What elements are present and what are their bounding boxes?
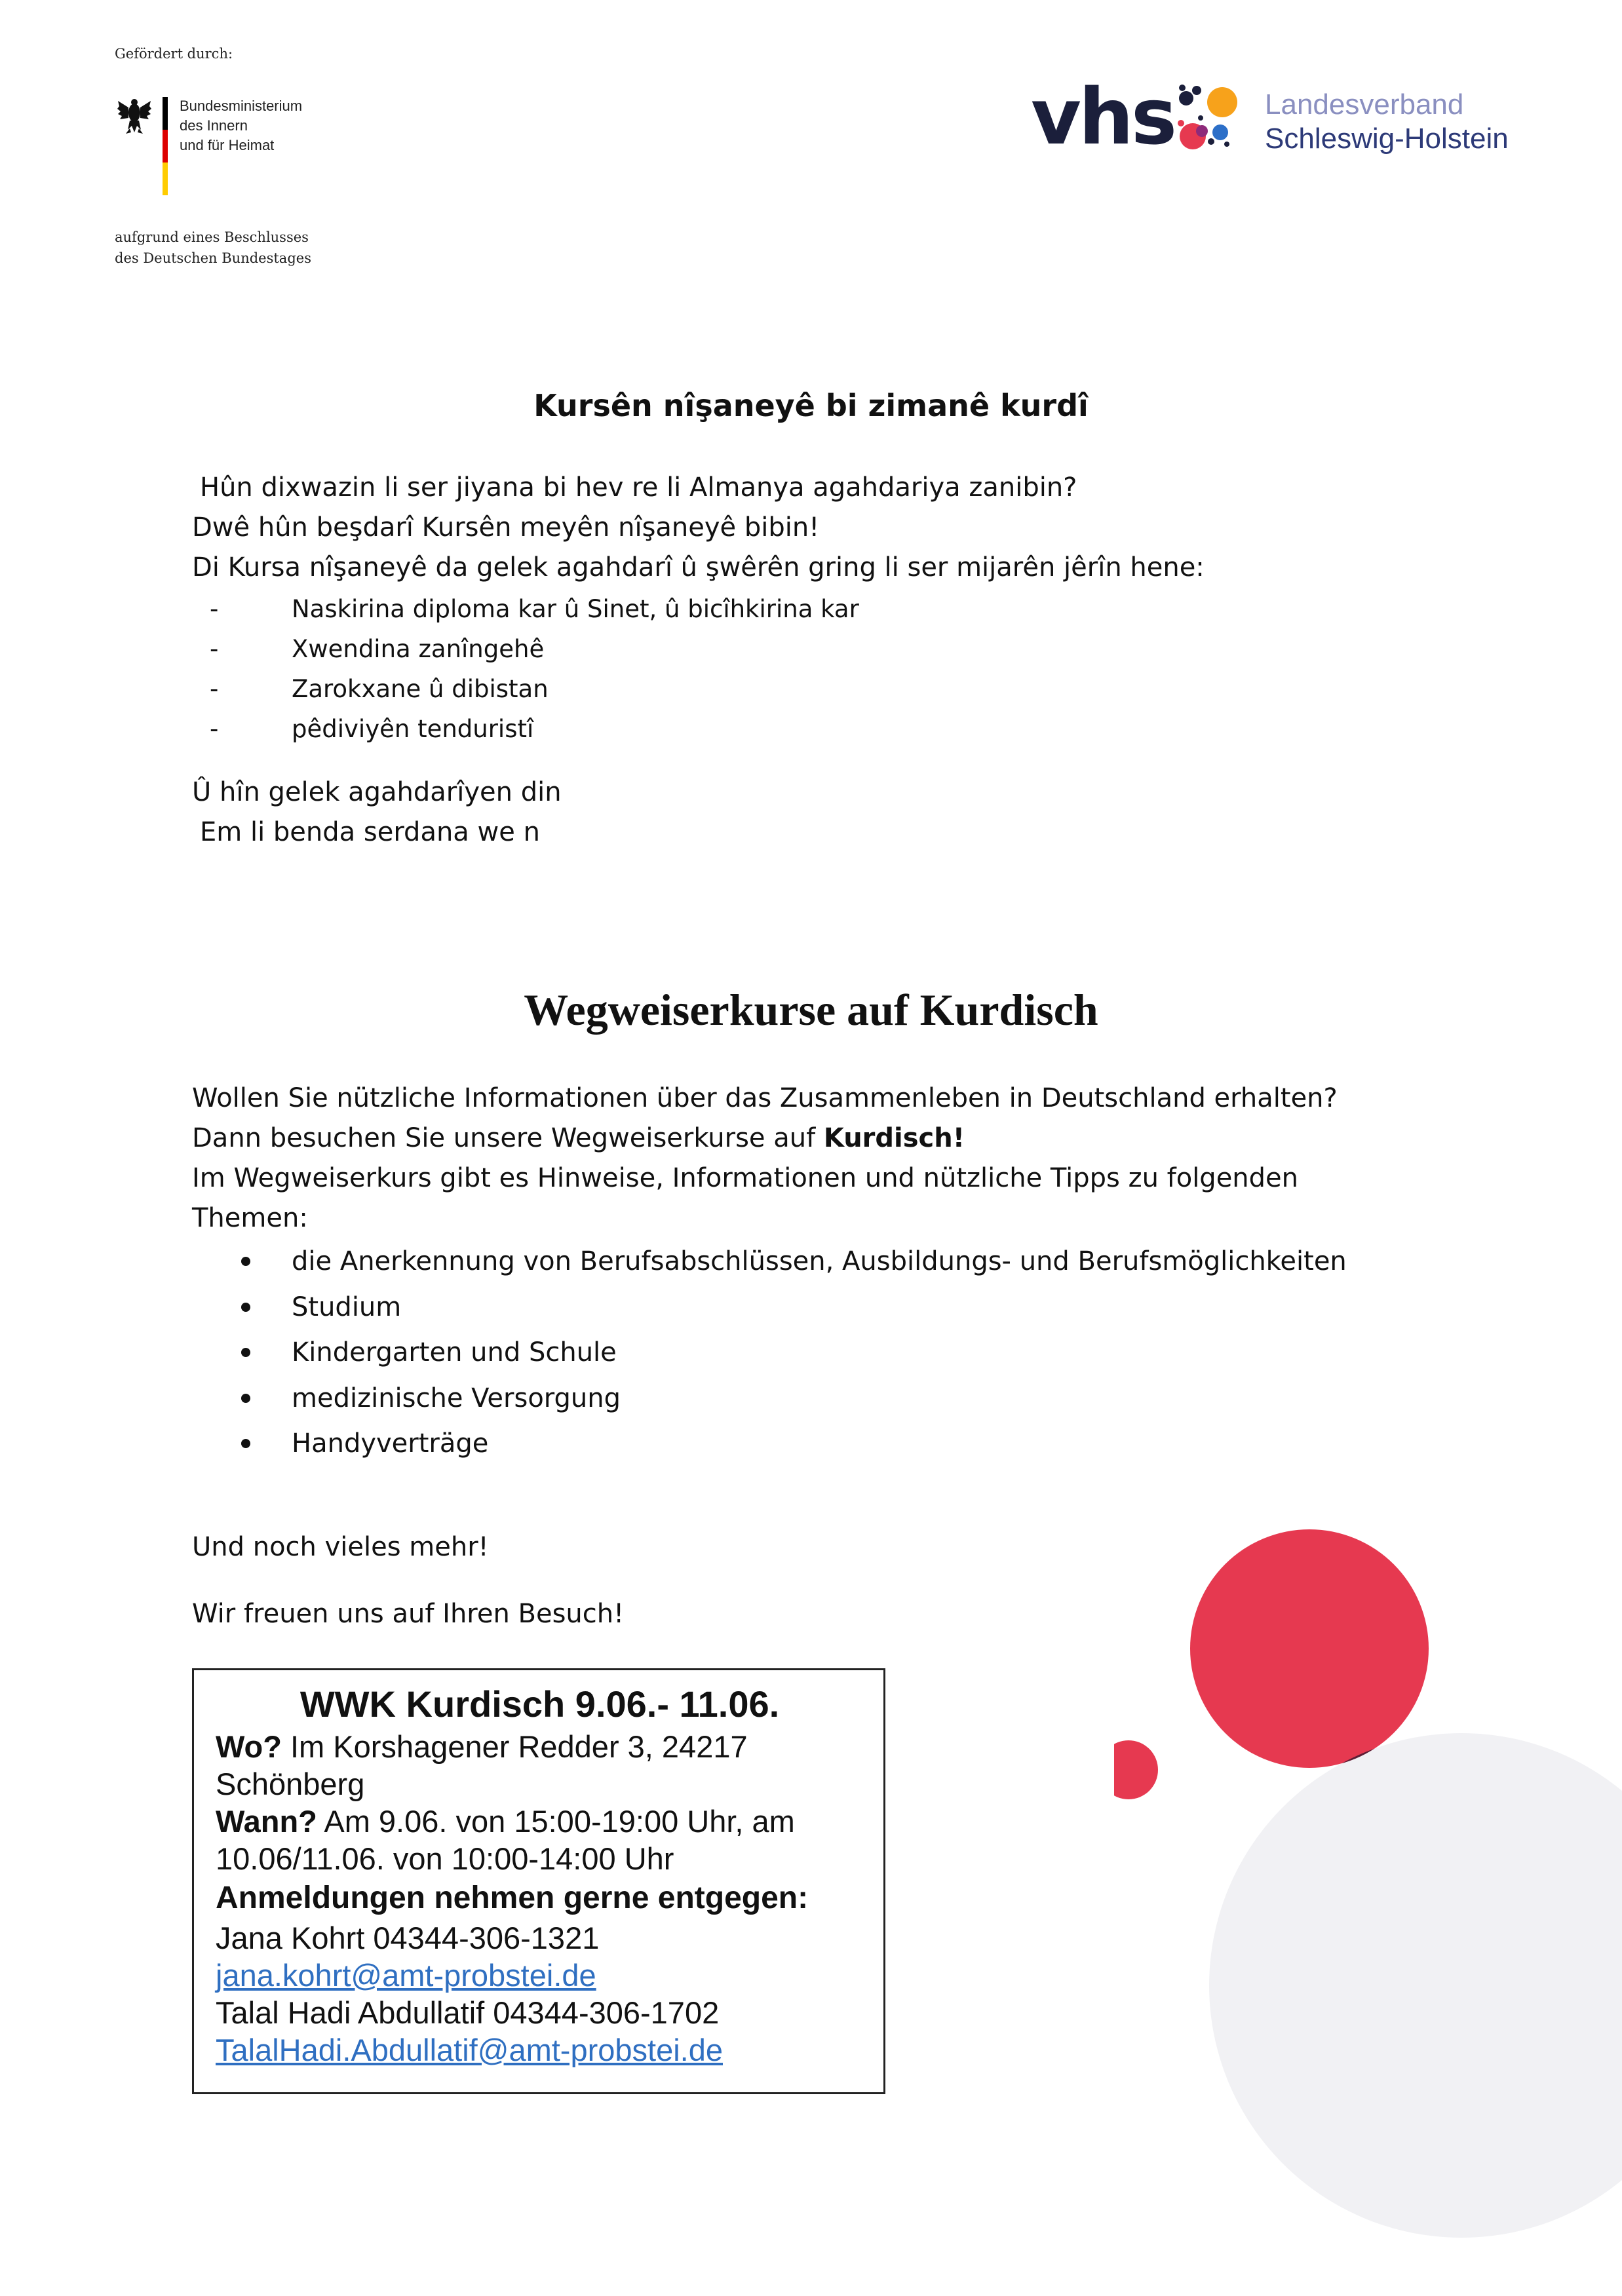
topic-text: Kindergarten und Schule — [292, 1337, 617, 1368]
time-line — [216, 1803, 864, 1840]
list-item — [241, 1239, 1347, 1285]
list-item: - Zarokxane û dibistan — [210, 675, 549, 703]
resolution-line: des Deutschen Bundestages — [115, 250, 311, 266]
german-intro-line: Wollen Sie nützliche Informationen über das Zusammenleben in Deutschland erhalten? — [192, 1083, 1338, 1113]
german-title: Wegweiserkurse auf Kurdisch — [524, 985, 1098, 1035]
association-line-1: Landesverband — [1265, 88, 1464, 121]
location-line — [216, 1728, 864, 1765]
list-item — [241, 1376, 1347, 1422]
topic-text: medizinische Versorgung — [292, 1383, 621, 1413]
location-city: Schönberg — [216, 1767, 365, 1801]
german-flag-bar — [163, 97, 168, 195]
bullet-icon — [241, 1439, 250, 1448]
list-item: - Xwendina zanîngehê — [210, 635, 545, 663]
bundestag-resolution-note — [115, 227, 311, 269]
registration-heading: Anmeldungen nehmen gerne entgegen: — [216, 1881, 809, 1915]
ministry-line: und für Heimat — [180, 137, 275, 153]
bullet-icon — [241, 1394, 250, 1403]
ministry-line: des Innern — [180, 117, 248, 134]
contact-2-name: Talal Hadi Abdullatif 04344-306-1702 — [216, 1995, 720, 2030]
bullet-icon — [241, 1303, 250, 1312]
kurdish-topic-list — [210, 589, 859, 749]
list-item: - Naskirina diploma kar û Sinet, û bicîhkirina kar — [210, 595, 859, 623]
when-label: Wann? — [216, 1804, 317, 1839]
topic-text: Studium — [292, 1292, 402, 1322]
topic-text: Naskirina diploma kar û Sinet, û bicîhkirina kar — [292, 595, 859, 623]
german-intro-line: Im Wegweiserkurs gibt es Hinweise, Informationen und nützliche Tipps zu folgenden — [192, 1163, 1299, 1193]
ministry-name — [180, 96, 302, 155]
contact-1-email-link[interactable]: jana.kohrt@amt-probstei.de — [216, 1958, 596, 1993]
course-info-box — [192, 1668, 885, 2094]
where-label: Wo? — [216, 1729, 282, 1764]
association-line-2: Schleswig-Holstein — [1265, 123, 1509, 155]
list-item — [241, 1330, 1347, 1376]
topic-text: die Anerkennung von Berufsabschlüssen, Ausbildungs- und Berufsmöglichkeiten — [292, 1246, 1347, 1276]
resolution-line: aufgrund eines Beschlusses — [115, 229, 309, 245]
list-item — [241, 1421, 1347, 1467]
course-title: WWK Kurdisch 9.06.- 11.06. — [299, 1683, 780, 1725]
time-text: Am 9.06. von 15:00-19:00 Uhr, am — [317, 1804, 795, 1839]
topic-text: Xwendina zanîngehê — [292, 635, 545, 663]
kurdish-intro-line: Di Kursa nîşaneyê da gelek agahdarî û şwêrên gring li ser mijarên jêrîn hene: — [192, 552, 1205, 583]
intro-bold-language: Kurdisch! — [823, 1123, 965, 1153]
kurdish-closing-line: Em li benda serdana we n — [200, 817, 540, 847]
german-intro-line-2 — [192, 1123, 965, 1153]
topic-text: Zarokxane û dibistan — [292, 675, 549, 703]
ministry-line: Bundesministerium — [180, 98, 303, 114]
kurdish-title: Kursên nîşaneyê bi zimanê kurdî — [533, 388, 1089, 423]
kurdish-intro-line: Hûn dixwazin li ser jiyana bi hev re li Almanya agahdariya zanibin? — [200, 472, 1077, 503]
vhs-wordmark: vhs — [1031, 71, 1175, 162]
german-intro-line: Themen: — [192, 1203, 308, 1233]
kurdish-closing-line: Û hîn gelek agahdarîyen din — [192, 777, 562, 807]
contact-2-email-link[interactable]: TalalHadi.Abdullatif@amt-probstei.de — [216, 2033, 723, 2067]
intro-text: Dann besuchen Sie unsere Wegweiserkurse auf — [192, 1123, 824, 1153]
welcome-text: Wir freuen uns auf Ihren Besuch! — [192, 1599, 625, 1629]
more-text: Und noch vieles mehr! — [192, 1532, 489, 1562]
topic-text: Handyverträge — [292, 1428, 489, 1459]
list-item — [241, 1285, 1347, 1331]
location-text: Im Korshagener Redder 3, 24217 — [281, 1729, 748, 1764]
german-topic-list — [241, 1239, 1347, 1467]
topic-text: pêdiviyên tenduristî — [292, 715, 534, 743]
kurdish-intro-line: Dwê hûn beşdarî Kursên meyên nîşaneyê bibin! — [192, 512, 820, 543]
time-line-2: 10.06/11.06. von 10:00-14:00 Uhr — [216, 1841, 674, 1876]
funded-by-label: Gefördert durch: — [115, 46, 233, 62]
contact-1-name: Jana Kohrt 04344-306-1321 — [216, 1921, 600, 1955]
decorative-circles — [1114, 1474, 1622, 2296]
bullet-icon — [241, 1348, 250, 1357]
bullet-icon — [241, 1257, 250, 1266]
vhs-dots-logo — [1161, 77, 1253, 163]
federal-eagle-icon — [117, 96, 152, 136]
list-item: - pêdiviyên tenduristî — [210, 715, 534, 743]
